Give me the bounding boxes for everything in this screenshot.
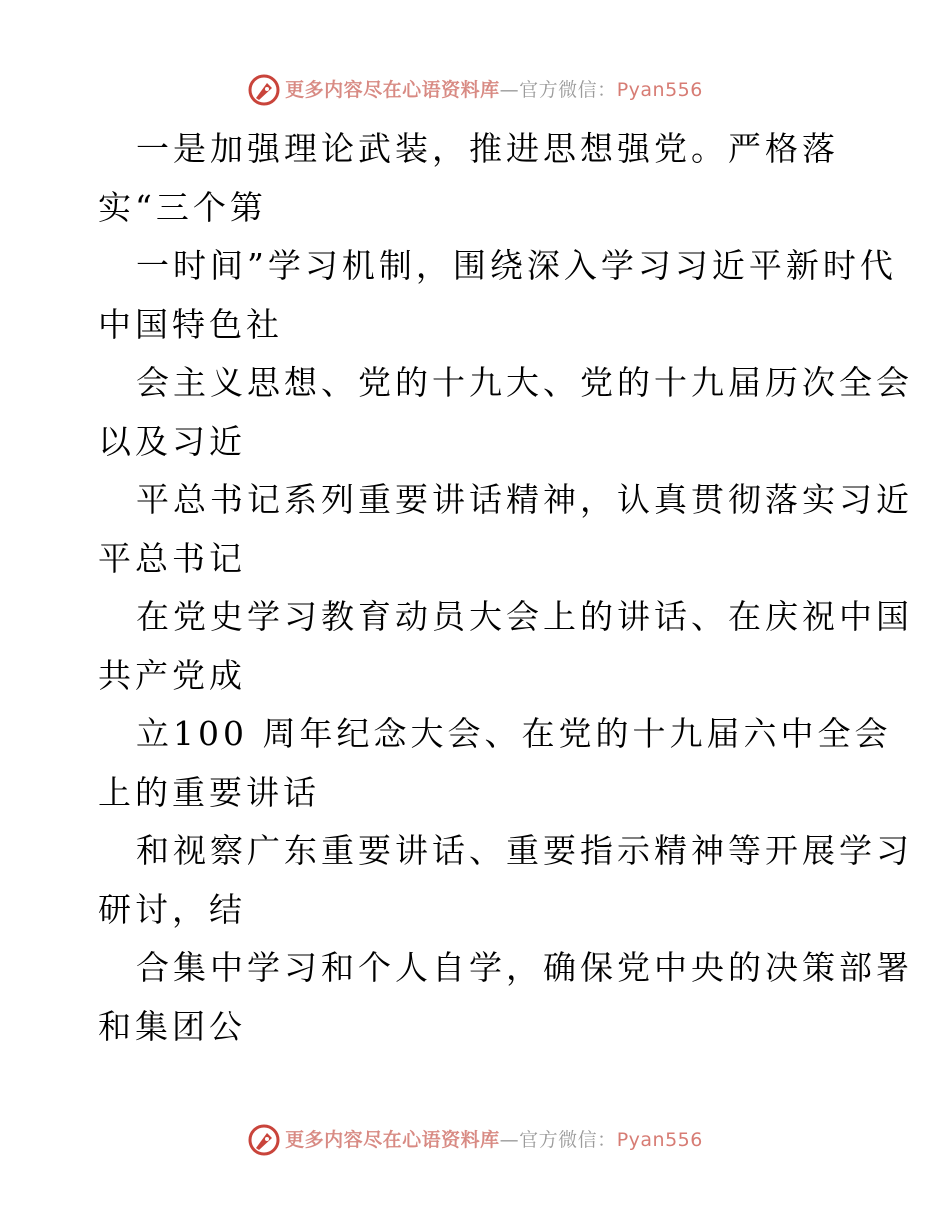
pen-nib-logo-icon xyxy=(247,73,281,107)
banner-wechat-id: Pyan556 xyxy=(616,78,703,101)
banner-site-name: 更多内容尽在心语资料库 xyxy=(285,78,500,101)
text-line: 在党史学习教育动员大会上的讲话、在庆祝中国 xyxy=(136,597,913,636)
text-line: 一是加强理论武装，推进思想强党。严格落 xyxy=(136,129,839,168)
text-line: 上的重要讲话 xyxy=(98,772,320,812)
text-line: 中国特色社 xyxy=(98,304,283,344)
text-line: 实“三个第 xyxy=(98,187,267,227)
header-banner xyxy=(0,70,950,110)
document-body xyxy=(98,120,913,1056)
text-line: 和视察广东重要讲话、重要指示精神等开展学习 xyxy=(136,831,913,870)
text-line: 和集团公 xyxy=(98,1006,246,1046)
pen-nib-logo-icon xyxy=(247,1123,281,1157)
banner-text xyxy=(285,1128,703,1151)
banner-wechat-id: Pyan556 xyxy=(616,1128,703,1151)
text-line: 以及习近 xyxy=(98,421,246,461)
text-line: 平总书记 xyxy=(98,538,246,578)
banner-site-name: 更多内容尽在心语资料库 xyxy=(285,1128,500,1151)
text-line: 一时间”学习机制，围绕深入学习习近平新时代 xyxy=(136,246,897,285)
text-line: 合集中学习和个人自学，确保党中央的决策部署 xyxy=(136,948,913,987)
text-line: 共产党成 xyxy=(98,655,246,695)
banner-wechat-label: —官方微信： xyxy=(499,78,617,101)
banner-text xyxy=(285,78,703,101)
text-line: 立100 周年纪念大会、在党的十九届六中全会 xyxy=(136,714,892,753)
text-line: 研讨，结 xyxy=(98,889,246,929)
footer-banner xyxy=(0,1120,950,1160)
text-line: 会主义思想、党的十九大、党的十九届历次全会 xyxy=(136,363,913,402)
text-line: 平总书记系列重要讲话精神，认真贯彻落实习近 xyxy=(136,480,913,519)
banner-wechat-label: —官方微信： xyxy=(499,1128,617,1151)
